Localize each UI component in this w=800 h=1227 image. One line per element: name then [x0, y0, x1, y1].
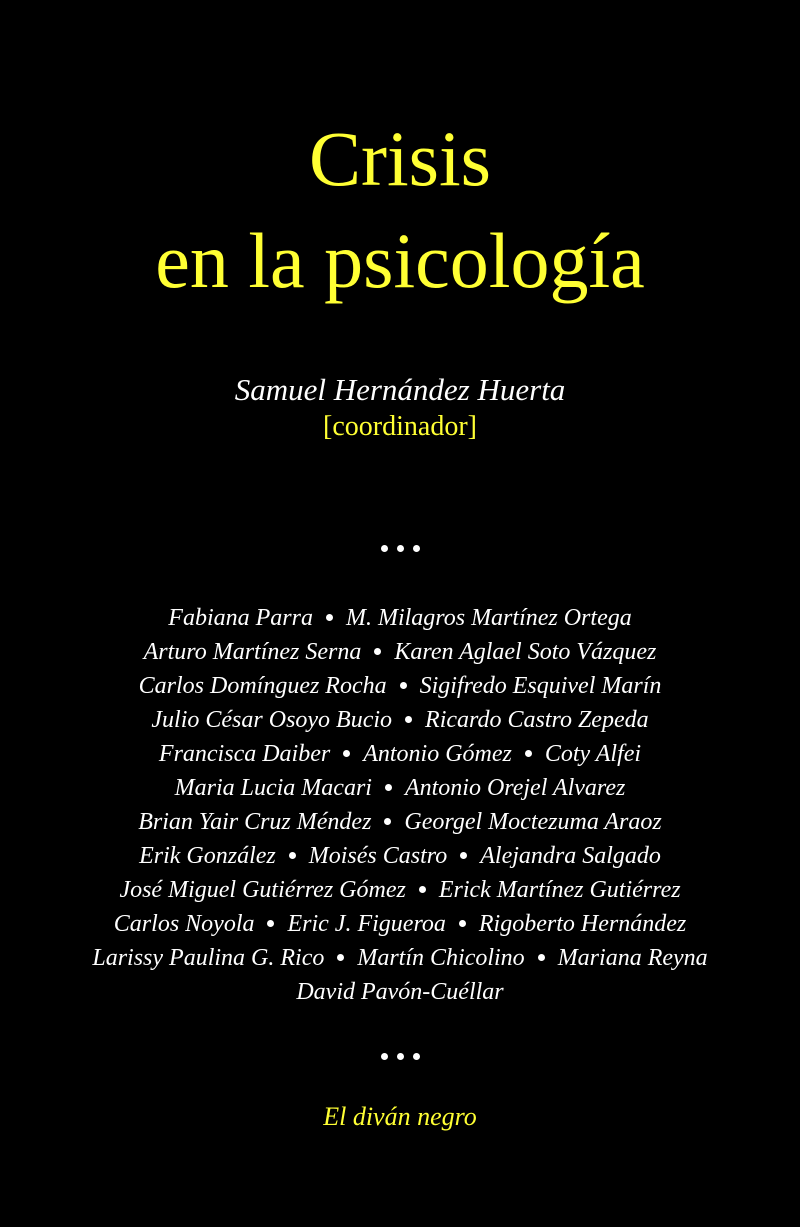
contributor-name: Francisca Daiber	[158, 740, 331, 767]
contributor-name: M. Milagros Martínez Ortega	[345, 604, 632, 631]
contributor-name: Mariana Reyna	[557, 944, 708, 971]
contributor-name: Martín Chicolino	[357, 944, 525, 971]
bullet-icon	[326, 614, 333, 621]
coordinator-name: Samuel Hernández Huerta	[234, 372, 566, 407]
dot-icon	[381, 545, 388, 552]
contributor-name: Brian Yair Cruz Méndez	[138, 808, 372, 835]
bullet-icon	[289, 852, 296, 859]
dot-icon	[413, 545, 420, 552]
ellipsis-divider-top	[0, 545, 800, 557]
contributor-name: Antonio Orejel Alvarez	[404, 774, 626, 801]
contributor-name: Karen Aglael Soto Vázquez	[394, 638, 657, 665]
contributor-row	[0, 907, 800, 941]
contributor-name: Carlos Domínguez Rocha	[138, 672, 387, 699]
bullet-icon	[374, 648, 381, 655]
dot-icon	[381, 1053, 388, 1060]
bullet-icon	[459, 920, 466, 927]
contributor-name: Antonio Gómez	[363, 740, 512, 767]
contributor-row	[0, 669, 800, 703]
contributor-name: Eric J. Figueroa	[287, 910, 446, 937]
dot-icon	[397, 1053, 404, 1060]
contributor-name: Larissy Paulina G. Rico	[92, 944, 325, 971]
contributor-row	[0, 975, 800, 1009]
contributor-name: Maria Lucia Macari	[174, 774, 372, 801]
contributor-name: Sigifredo Esquivel Marín	[419, 672, 662, 699]
bullet-icon	[460, 852, 467, 859]
dot-icon	[397, 545, 404, 552]
contributor-name: David Pavón-Cuéllar	[296, 978, 504, 1005]
contributor-row	[0, 805, 800, 839]
contributor-row	[0, 737, 800, 771]
contributor-row	[0, 873, 800, 907]
contributor-row	[0, 839, 800, 873]
contributor-row	[0, 703, 800, 737]
contributor-name: Fabiana Parra	[168, 604, 313, 631]
bullet-icon	[343, 750, 350, 757]
contributor-name: Erick Martínez Gutiérrez	[438, 876, 681, 903]
contributors-list	[0, 601, 800, 1009]
contributor-row	[0, 941, 800, 975]
bullet-icon	[267, 920, 274, 927]
bullet-icon	[385, 784, 392, 791]
contributor-name: Alejandra Salgado	[480, 842, 661, 869]
book-title	[0, 108, 800, 312]
contributor-name: Ricardo Castro Zepeda	[425, 706, 649, 733]
title-line-1: Crisis	[308, 115, 492, 202]
bullet-icon	[405, 716, 412, 723]
bullet-icon	[538, 954, 545, 961]
coordinator-role: [coordinador]	[323, 411, 477, 442]
contributor-name: Coty Alfei	[544, 740, 642, 767]
bullet-icon	[419, 886, 426, 893]
contributor-row	[0, 601, 800, 635]
contributor-name: Rigoberto Hernández	[478, 910, 687, 937]
bullet-icon	[525, 750, 532, 757]
contributor-name: Moisés Castro	[308, 842, 448, 869]
contributor-row	[0, 635, 800, 669]
dot-icon	[413, 1053, 420, 1060]
contributor-name: Carlos Noyola	[113, 910, 255, 937]
contributor-name: Arturo Martínez Serna	[143, 638, 362, 665]
contributor-name: Julio César Osoyo Bucio	[151, 706, 393, 733]
publisher-name: El diván negro	[323, 1102, 477, 1131]
ellipsis-divider-bottom	[0, 1053, 800, 1065]
contributor-row	[0, 771, 800, 805]
bullet-icon	[337, 954, 344, 961]
bullet-icon	[400, 682, 407, 689]
bullet-icon	[384, 818, 391, 825]
title-line-2: en la psicología	[155, 217, 645, 304]
contributor-name: José Miguel Gutiérrez Gómez	[119, 876, 406, 903]
contributor-name: Georgel Moctezuma Araoz	[404, 808, 662, 835]
contributor-name: Erik González	[139, 842, 276, 869]
